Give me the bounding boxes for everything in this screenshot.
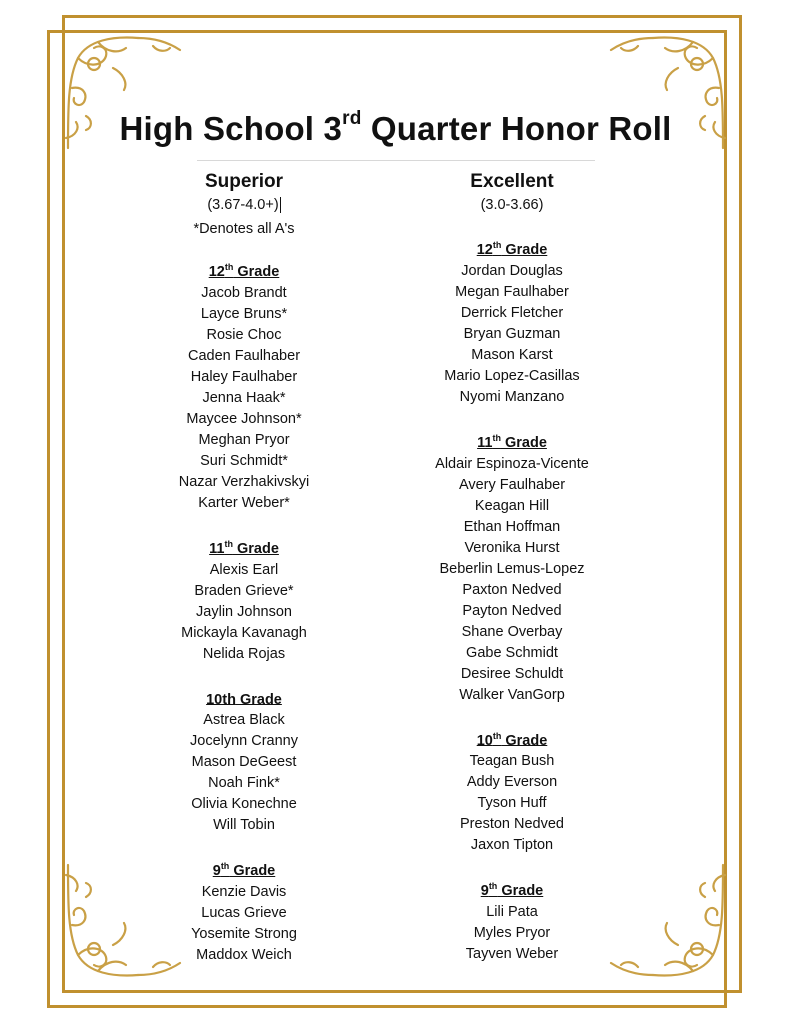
excellent-heading: Excellent	[470, 171, 554, 192]
excellent-range: (3.0-3.66)	[480, 197, 544, 213]
student-name: Jocelynn Cranny	[190, 733, 298, 750]
superior-column	[142, 171, 346, 966]
student-name: Paxton Nedved	[462, 581, 562, 598]
student-name: Walker VanGorp	[459, 686, 565, 703]
student-name: Addy Everson	[466, 774, 558, 791]
student-name: Jordan Douglas	[461, 262, 563, 279]
student-name: Mickayla Kavanagh	[181, 624, 307, 641]
superior-range: (3.67-4.0+)	[207, 197, 279, 213]
grade-heading: 12th Grade	[476, 240, 548, 258]
grade-heading: 10th Grade	[206, 691, 282, 708]
superior-note: *Denotes all A's	[193, 221, 295, 237]
student-name: Keagan Hill	[474, 497, 550, 514]
grade-heading: 11th Grade	[209, 538, 279, 557]
student-name: Rosie Choc	[206, 326, 282, 343]
student-name: Haley Faulhaber	[190, 368, 298, 385]
student-name: Veronika Hurst	[464, 539, 560, 556]
student-name: Will Tobin	[213, 817, 275, 834]
student-name: Maddox Weich	[196, 947, 292, 964]
student-name: Mason DeGeest	[191, 754, 297, 771]
student-name: Nazar Verzhakivskyi	[178, 473, 310, 490]
ornament-bottom-right-icon	[603, 855, 733, 985]
student-name: Tyson Huff	[477, 795, 547, 812]
student-name: Aldair Espinoza-Vicente	[435, 455, 589, 472]
student-name: Lili Pata	[486, 904, 538, 921]
student-name: Teagan Bush	[469, 753, 555, 770]
superior-heading: Superior	[204, 171, 284, 192]
student-name: Derrick Fletcher	[460, 304, 564, 321]
student-name: Jacob Brandt	[201, 284, 287, 301]
student-name: Mason Karst	[471, 346, 553, 363]
student-name: Jenna Haak*	[202, 389, 286, 406]
student-name: Preston Nedved	[460, 816, 564, 833]
student-name: Layce Bruns*	[200, 305, 288, 322]
student-name: Noah Fink*	[208, 775, 280, 792]
student-name: Astrea Black	[203, 712, 285, 729]
student-name: Gabe Schmidt	[466, 644, 558, 661]
student-name: Bryan Guzman	[463, 325, 561, 342]
student-name: Tayven Weber	[465, 946, 559, 963]
student-name: Alexis Earl	[209, 561, 279, 578]
student-name: Avery Faulhaber	[458, 476, 566, 493]
student-name: Payton Nedved	[462, 602, 562, 619]
student-name: Beberlin Lemus-Lopez	[439, 560, 585, 577]
grade-heading: 12th Grade	[208, 262, 280, 280]
student-name: Maycee Johnson*	[186, 410, 302, 427]
divider	[197, 160, 595, 161]
text-cursor	[280, 197, 281, 213]
student-name: Braden Grieve*	[194, 582, 294, 599]
grade-heading: 9th Grade	[480, 881, 544, 900]
grade-heading: 9th Grade	[212, 861, 276, 880]
grade-heading: 11th Grade	[477, 432, 547, 451]
student-name: Kenzie Davis	[201, 884, 287, 901]
page-title: High School 3rd Quarter Honor Roll	[119, 108, 672, 147]
student-name: Suri Schmidt*	[200, 452, 288, 469]
student-name: Nyomi Manzano	[459, 388, 565, 405]
student-name: Meghan Pryor	[198, 431, 290, 448]
student-name: Desiree Schuldt	[460, 665, 564, 682]
student-name: Nelida Rojas	[202, 645, 286, 662]
grade-heading: 10th Grade	[476, 730, 548, 749]
student-name: Megan Faulhaber	[455, 283, 569, 300]
student-name: Ethan Hoffman	[463, 518, 561, 535]
excellent-column	[410, 171, 614, 965]
student-name: Jaylin Johnson	[196, 603, 292, 620]
student-name: Shane Overbay	[461, 623, 563, 640]
student-name: Karter Weber*	[198, 494, 290, 511]
student-name: Lucas Grieve	[201, 905, 287, 922]
student-name: Myles Pryor	[473, 925, 551, 942]
student-name: Olivia Konechne	[191, 796, 297, 813]
student-name: Jaxon Tipton	[470, 837, 554, 854]
student-name: Caden Faulhaber	[187, 347, 301, 364]
student-name: Mario Lopez-Casillas	[444, 367, 580, 384]
student-name: Yosemite Strong	[191, 926, 297, 943]
